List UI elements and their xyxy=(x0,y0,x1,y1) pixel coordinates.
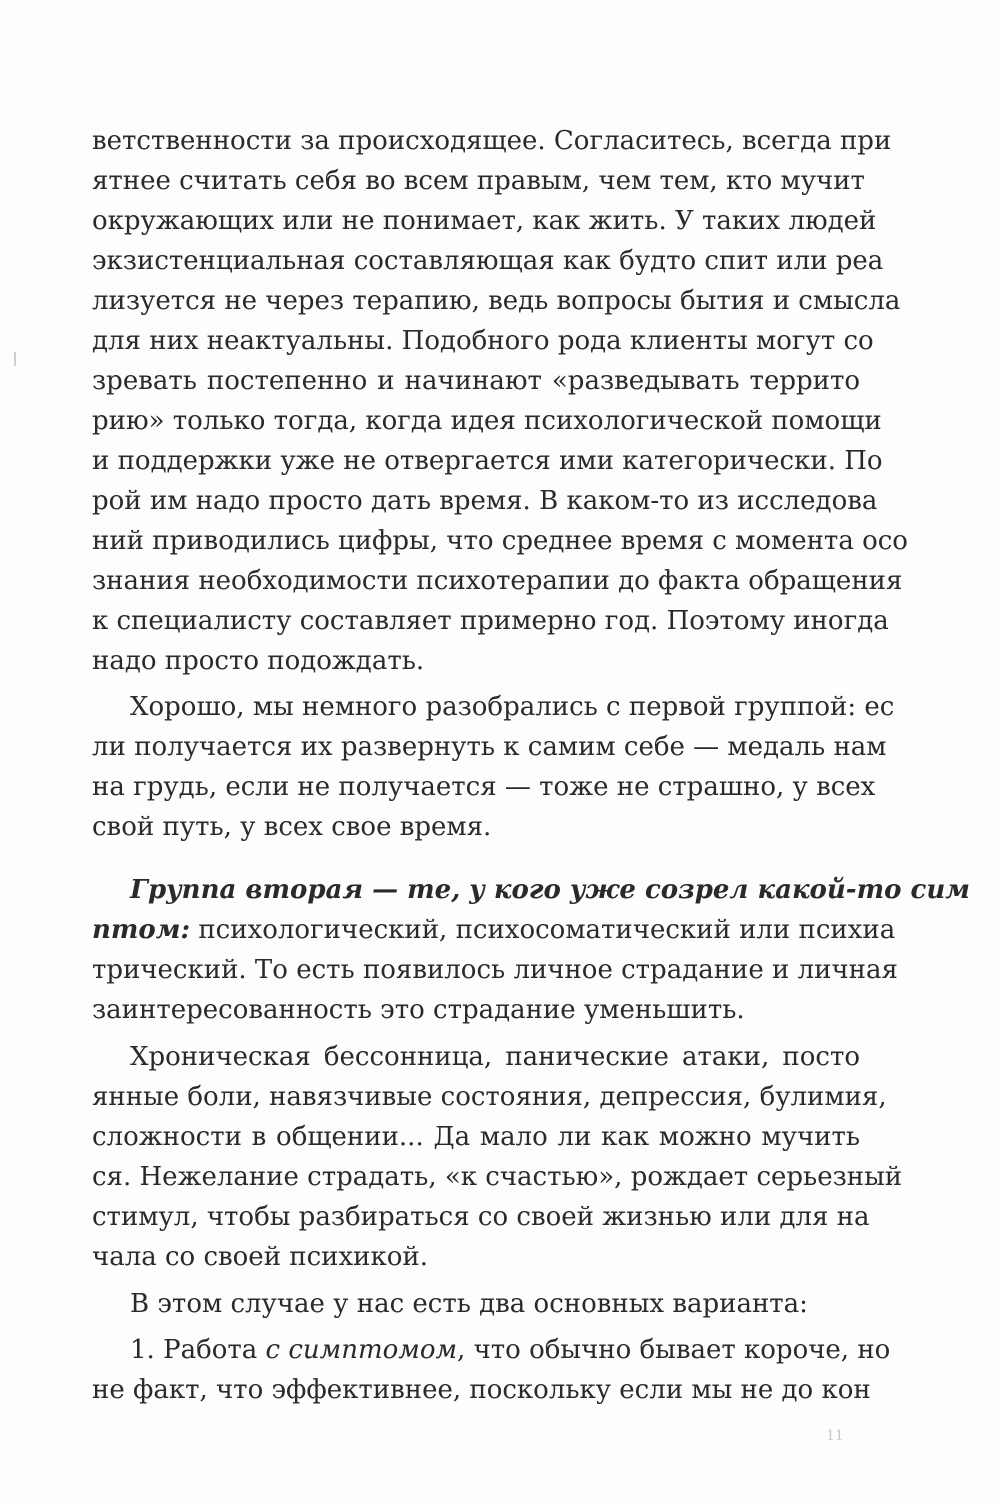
text-line: к специалисту составляет примерно год. Поэтому иногда xyxy=(92,606,889,636)
text-line: стимул, чтобы разбираться со своей жизнью или для на xyxy=(92,1202,870,1232)
text-line: чала со своей психикой. xyxy=(92,1242,428,1272)
text-line: ний приводились цифры, что среднее время с момента осо xyxy=(92,526,908,556)
text-line: рой им надо просто дать время. В каком-то из исследова xyxy=(92,486,878,516)
text-line: на грудь, если не получается — тоже не страшно, у всех xyxy=(92,772,876,802)
section-lead-heading: Группа вторая — те, у кого уже созрел какой-то сим xyxy=(130,875,970,905)
text-line: надо просто подождать. xyxy=(92,646,425,676)
text-line: ся. Нежелание страдать, «к счастью», рождает серьезный xyxy=(92,1162,903,1192)
text-line: и поддержки уже не отвергается ими категорически. По xyxy=(92,446,883,476)
text-line: знания необходимости психотерапии до факта обращения xyxy=(92,566,903,596)
text-line: трический. То есть появилось личное страдание и личная xyxy=(92,955,898,985)
text-line: не факт, что эффективнее, поскольку если мы не до кон xyxy=(92,1375,871,1405)
gutter-mark xyxy=(14,352,16,366)
section-lead-heading-cont: птом: xyxy=(92,915,191,945)
text-line: сложности в общении... Да мало ли как можно мучить xyxy=(92,1122,860,1152)
text-line xyxy=(92,910,896,954)
text-span: 1. Работа xyxy=(130,1335,266,1365)
text-span: психологический, психосоматический или психиа xyxy=(190,915,896,945)
text-line: зревать постепенно и начинают «разведывать террито xyxy=(92,366,860,396)
text-line: Хорошо, мы немного разобрались с первой группой: ес xyxy=(130,692,895,722)
text-line: В этом случае у нас есть два основных варианта: xyxy=(130,1289,808,1319)
page-number: 11 xyxy=(826,1428,844,1444)
text-line: свой путь, у всех свое время. xyxy=(92,812,492,842)
text-line: экзистенциальная составляющая как будто спит или реа xyxy=(92,246,884,276)
list-item-1 xyxy=(92,1330,891,1374)
text-line: окружающих или не понимает, как жить. У таких людей xyxy=(92,206,877,236)
text-line: ятнее считать себя во всем правым, чем тем, кто мучит xyxy=(92,166,865,196)
emphasis-span: с симптомом xyxy=(265,1335,458,1365)
text-line: лизуется не через терапию, ведь вопросы бытия и смысла xyxy=(92,286,901,316)
text-line: для них неактуальны. Подобного рода клиенты могут со xyxy=(92,326,874,356)
text-line: рию» только тогда, когда идея психологической помощи xyxy=(92,406,882,436)
text-line: заинтересованность это страдание уменьшить. xyxy=(92,995,745,1025)
text-line: ли получается их развернуть к самим себе — медаль нам xyxy=(92,732,887,762)
text-span: , что обычно бывает короче, но xyxy=(457,1335,891,1365)
text-line: ветственности за происходящее. Согласитесь, всегда при xyxy=(92,126,892,156)
text-line: Хроническая бессонница, панические атаки, посто xyxy=(130,1042,860,1072)
text-line: янные боли, навязчивые состояния, депрессия, булимия, xyxy=(92,1082,887,1112)
